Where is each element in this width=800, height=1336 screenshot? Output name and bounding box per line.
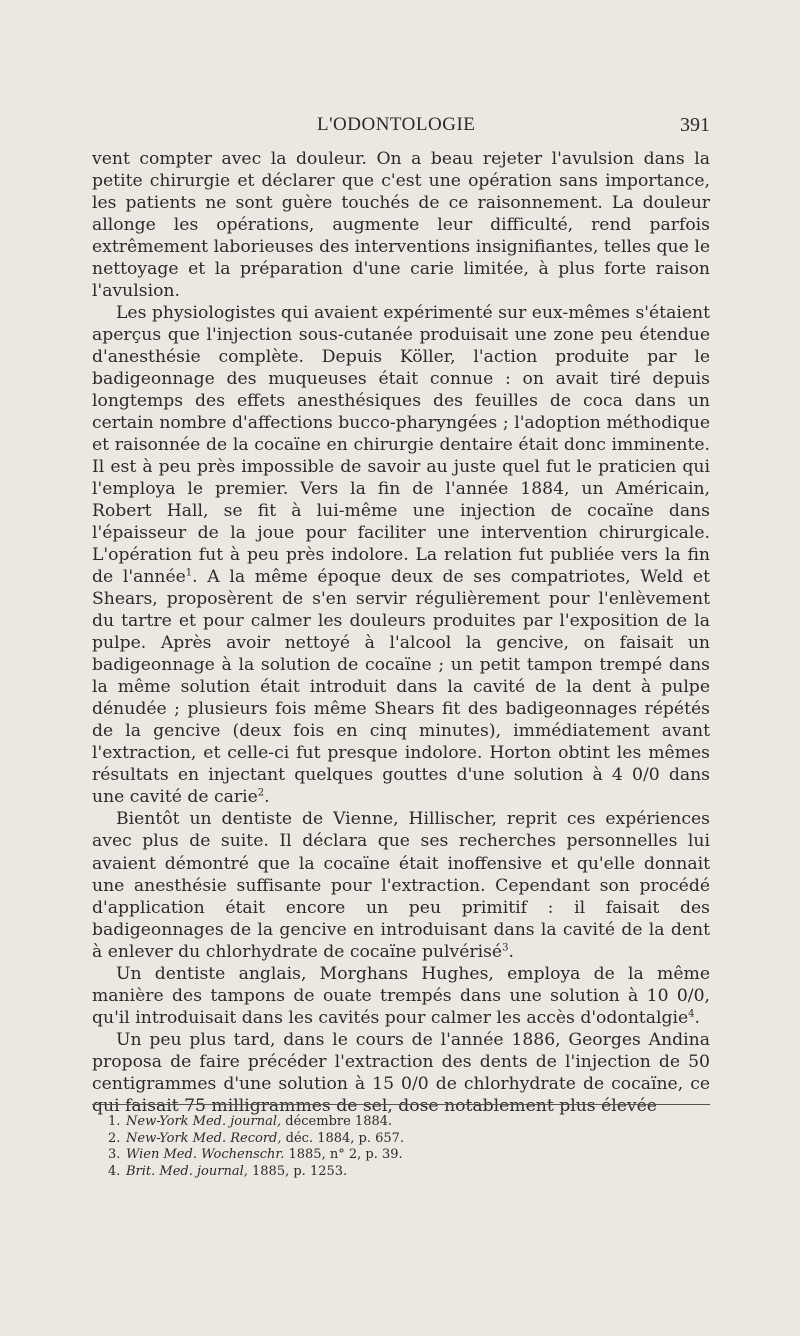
footnote-number: 3. bbox=[108, 1147, 121, 1162]
footnote-ref-4: 4 bbox=[688, 1007, 695, 1019]
page-number: 391 bbox=[680, 114, 710, 136]
footnote bbox=[92, 1114, 710, 1131]
paragraph-2-part-b: . A la même époque deux de ses compatriotes, Weld et Shears, proposèrent de s'en servir régulièrement pour l'enlèvement du tartre et pour calmer les douleurs produites par l'exposition de la pulpe. Après avoir nettoyé à l'alcool la gencive, on faisait un badigeonnage à la solution de cocaïne ; un petit tampon trempé dans la même solution était introduit dans la cavité de la dent à pulpe dénudée ; plusieurs fois même Shears fit des badigeonnages répétés de la gencive (deux fois en cinq minutes), immédiatement avant l'extraction, et celle-ci fut presque indolore. Horton obtint les mêmes résultats en injectant quelques gouttes d'une solution à 4 0/0 dans une cavité de carie bbox=[92, 567, 710, 808]
paragraph-2-part-a: Les physiologistes qui avaient expérimenté sur eux-mêmes s'étaient aperçus que l'injection sous-cutanée produisait une zone peu étendue d'anesthésie complète. Depuis Köller, l'action produite par le badigeonnage des muqueuses était connue : on avait tiré depuis longtemps des effets anesthésiques des feuilles de coca dans un certain nombre d'affections bucco-pharyngées ; l'adoption méthodique et raisonnée de la cocaïne en chirurgie dentaire était donc imminente. Il est à peu près impossible de savoir au juste quel fut le praticien qui l'employa le premier. Vers la fin de l'année 1884, un Américain, Robert Hall, se fit à lui-même une injection de cocaïne dans l'épaisseur de la joue pour faciliter une intervention chirurgicale. L'opération fut à peu près indolore. La relation fut publiée vers la fin de l'année bbox=[92, 303, 710, 588]
running-title: L'ODONTOLOGIE bbox=[317, 114, 476, 135]
footnote-divider bbox=[92, 1104, 710, 1105]
footnote-detail: décembre 1884. bbox=[281, 1114, 393, 1129]
body-text bbox=[92, 148, 710, 1117]
footnote-detail: 1885, n° 2, p. 39. bbox=[284, 1147, 403, 1162]
paragraph-5: Un peu plus tard, dans le cours de l'année 1886, Georges Andina proposa de faire précéder l'extraction des dents de l'injection de 50 centigrammes d'une solution à 15 0/0 de chlorhydrate de cocaïne, ce qui faisait 75 milligrammes de sel, dose notablement plus élevée bbox=[92, 1029, 710, 1116]
paragraph-4-part-b: . bbox=[694, 1007, 700, 1028]
footnote bbox=[92, 1147, 710, 1164]
footnote-source: Brit. Med. journal, bbox=[126, 1163, 248, 1179]
paragraph-4 bbox=[92, 963, 710, 1029]
paragraph-4-part-a: Un dentiste anglais, Morghans Hughes, employa de la même manière des tampons de ouate trempés dans une solution à 10 0/0, qu'il introduisait dans les cavités pour calmer les accès d'odontalgie bbox=[92, 963, 710, 1028]
paragraph-3-part-a: Bientôt un dentiste de Vienne, Hillischer, reprit ces expériences avec plus de suite. Il déclara que ses recherches personnelles lui avaient démontré que la cocaïne était inoffensive et qu'elle donnait une anesthésie suffisante pour l'extraction. Cependant son procédé d'application était encore un peu primitif : il faisait des badigeonnages de la gencive en introduisant dans la cavité de la dent à enlever du chlorhydrate de cocaïne pulvérisé bbox=[92, 809, 710, 962]
footnotes bbox=[92, 1114, 710, 1180]
footnote bbox=[92, 1164, 710, 1181]
paragraph-3 bbox=[92, 808, 710, 962]
footnote-ref-3: 3 bbox=[502, 941, 509, 953]
footnote-number: 2. bbox=[108, 1130, 121, 1146]
footnote-source: New-York Med. journal, bbox=[126, 1114, 282, 1129]
paragraph-2 bbox=[92, 302, 710, 808]
footnote-ref-1: 1 bbox=[185, 567, 193, 579]
paragraph-2-part-c: . bbox=[264, 787, 270, 808]
footnote bbox=[92, 1131, 710, 1148]
footnote-number: 1. bbox=[108, 1114, 121, 1129]
paragraph-1: vent compter avec la douleur. On a beau rejeter l'avulsion dans la petite chirurgie et déclarer que c'est une opération sans importance, les patients ne sont guère touchés de ce raisonnement. La douleur allonge les opérations, augmente leur difficulté, rend parfois extrêmement laborieuses des interventions insignifiantes, telles que le nettoyage et la préparation d'une carie limitée, à plus forte raison l'avulsion. bbox=[92, 149, 710, 302]
footnote-source: New-York Med. Record, bbox=[126, 1130, 282, 1146]
paragraph-3-part-b: . bbox=[508, 941, 514, 962]
footnote-detail: 1885, p. 1253. bbox=[247, 1163, 348, 1179]
footnote-source: Wien Med. Wochenschr. bbox=[126, 1147, 285, 1162]
footnote-detail: déc. 1884, p. 657. bbox=[281, 1130, 405, 1146]
footnote-number: 4. bbox=[108, 1163, 121, 1179]
footnote-ref-2: 2 bbox=[257, 787, 265, 799]
page-header bbox=[92, 114, 710, 144]
